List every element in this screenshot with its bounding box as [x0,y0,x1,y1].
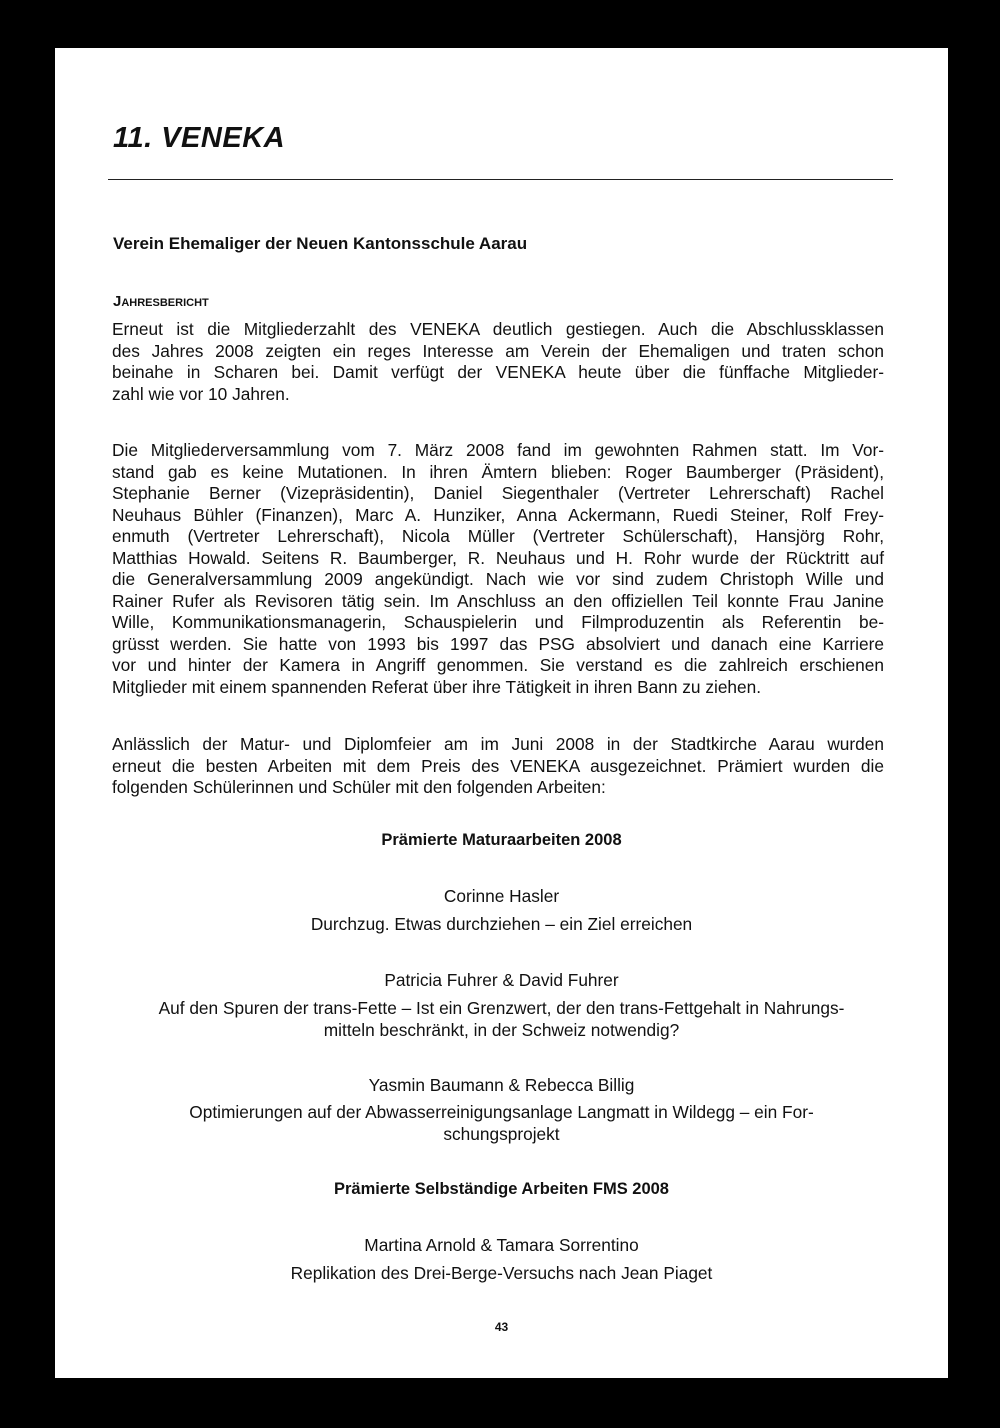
award-authors: Corinne Hasler [443,886,560,906]
section-heading: Jahresbericht [113,293,209,310]
text-line: Stephanie Berner (Vizepräsidentin), Daniel Siegenthaler (Vertreter Lehrerschaft) Rachel [112,483,884,503]
text-line: beinahe in Scharen bei. Damit verfügt der VENEKA heute über die fünffache Mitglieder- [112,362,884,382]
page-number: 43 [494,1320,509,1334]
text-line: Die Mitgliederversammlung vom 7. März 2008 fand im gewohnten Rahmen statt. Im Vor- [112,440,884,460]
fms-heading: Prämierte Selbständige Arbeiten FMS 2008 [333,1180,669,1198]
award-authors: Patricia Fuhrer & David Fuhrer [384,970,619,990]
text-line: Mitglieder mit einem spannenden Referat über ihre Tätigkeit in ihren Bann zu ziehen. [112,676,762,697]
text-line: grüsst werden. Sie hatte von 1993 bis 1997 das PSG absolviert und danach eine Karriere [112,633,884,654]
text-line: folgenden Schülerinnen und Schüler mit den folgenden Arbeiten: [112,777,606,797]
text-line: Matthias Howald. Seitens R. Baumberger, R. Neuhaus und H. Rohr wurde der Rücktritt auf [112,547,884,568]
award-title: Replikation des Drei-Berge-Versuchs nach Jean Piaget [290,1263,713,1283]
paragraph-2 [112,440,884,698]
title-divider [108,179,893,180]
award-title: Optimierungen auf der Abwasserreinigungsanlage Langmatt in Wildegg – ein For- [189,1102,814,1122]
award-title: Auf den Spuren der trans-Fette – Ist ein Grenzwert, der den trans-Fettgehalt in Nahrungs- [158,998,845,1018]
text-line: Erneut ist die Mitgliederzahlt des VENEKA deutlich gestiegen. Auch die Abschlussklassen [112,319,884,339]
text-line: enmuth (Vertreter Lehrerschaft), Nicola Müller (Vertreter Schülerschaft), Hansjörg Rohr, [112,526,884,546]
award-title: schungsprojekt [443,1124,560,1144]
text-line: vor und hinter der Kamera in Angriff genommen. Sie verstand es die zahlreich erschienen [112,655,884,675]
paragraph-3 [112,734,884,799]
award-title: Durchzug. Etwas durchziehen – ein Ziel erreichen [310,914,693,934]
paragraph-1 [112,319,884,405]
text-line: die Generalversammlung 2009 angekündigt. Nach wie vor sind zudem Christoph Wille und [112,569,884,589]
award-authors: Martina Arnold & Tamara Sorrentino [364,1235,639,1255]
text-line: Wille, Kommunikationsmanagerin, Schauspielerin und Filmproduzentin als Referentin be- [112,612,884,632]
text-line: stand gab es keine Mutationen. In ihren Ämtern blieben: Roger Baumberger (Präsident), [112,461,884,482]
document-page [55,48,948,1378]
text-line: Rainer Rufer als Revisoren tätig sein. Im Anschluss an den offiziellen Teil konnte Frau Janine [112,590,884,611]
text-line: des Jahres 2008 zeigten ein reges Interesse am Verein der Ehemaligen und traten schon [112,340,884,361]
chapter-title: 11. VENEKA [113,122,286,154]
text-line: Anlässlich der Matur- und Diplomfeier am im Juni 2008 in der Stadtkirche Aarau wurden [112,734,884,754]
award-title: mitteln beschränkt, in der Schweiz notwendig? [323,1020,680,1040]
matura-heading: Prämierte Maturaarbeiten 2008 [381,831,622,849]
text-line: erneut die besten Arbeiten mit dem Preis des VENEKA ausgezeichnet. Prämiert wurden die [112,755,884,776]
text-line: zahl wie vor 10 Jahren. [112,383,290,404]
award-authors: Yasmin Baumann & Rebecca Billig [368,1075,635,1095]
text-line: Neuhaus Bühler (Finanzen), Marc A. Hunziker, Anna Ackermann, Ruedi Steiner, Rolf Frey- [112,504,884,525]
subtitle: Verein Ehemaliger der Neuen Kantonsschule Aarau [113,234,528,253]
